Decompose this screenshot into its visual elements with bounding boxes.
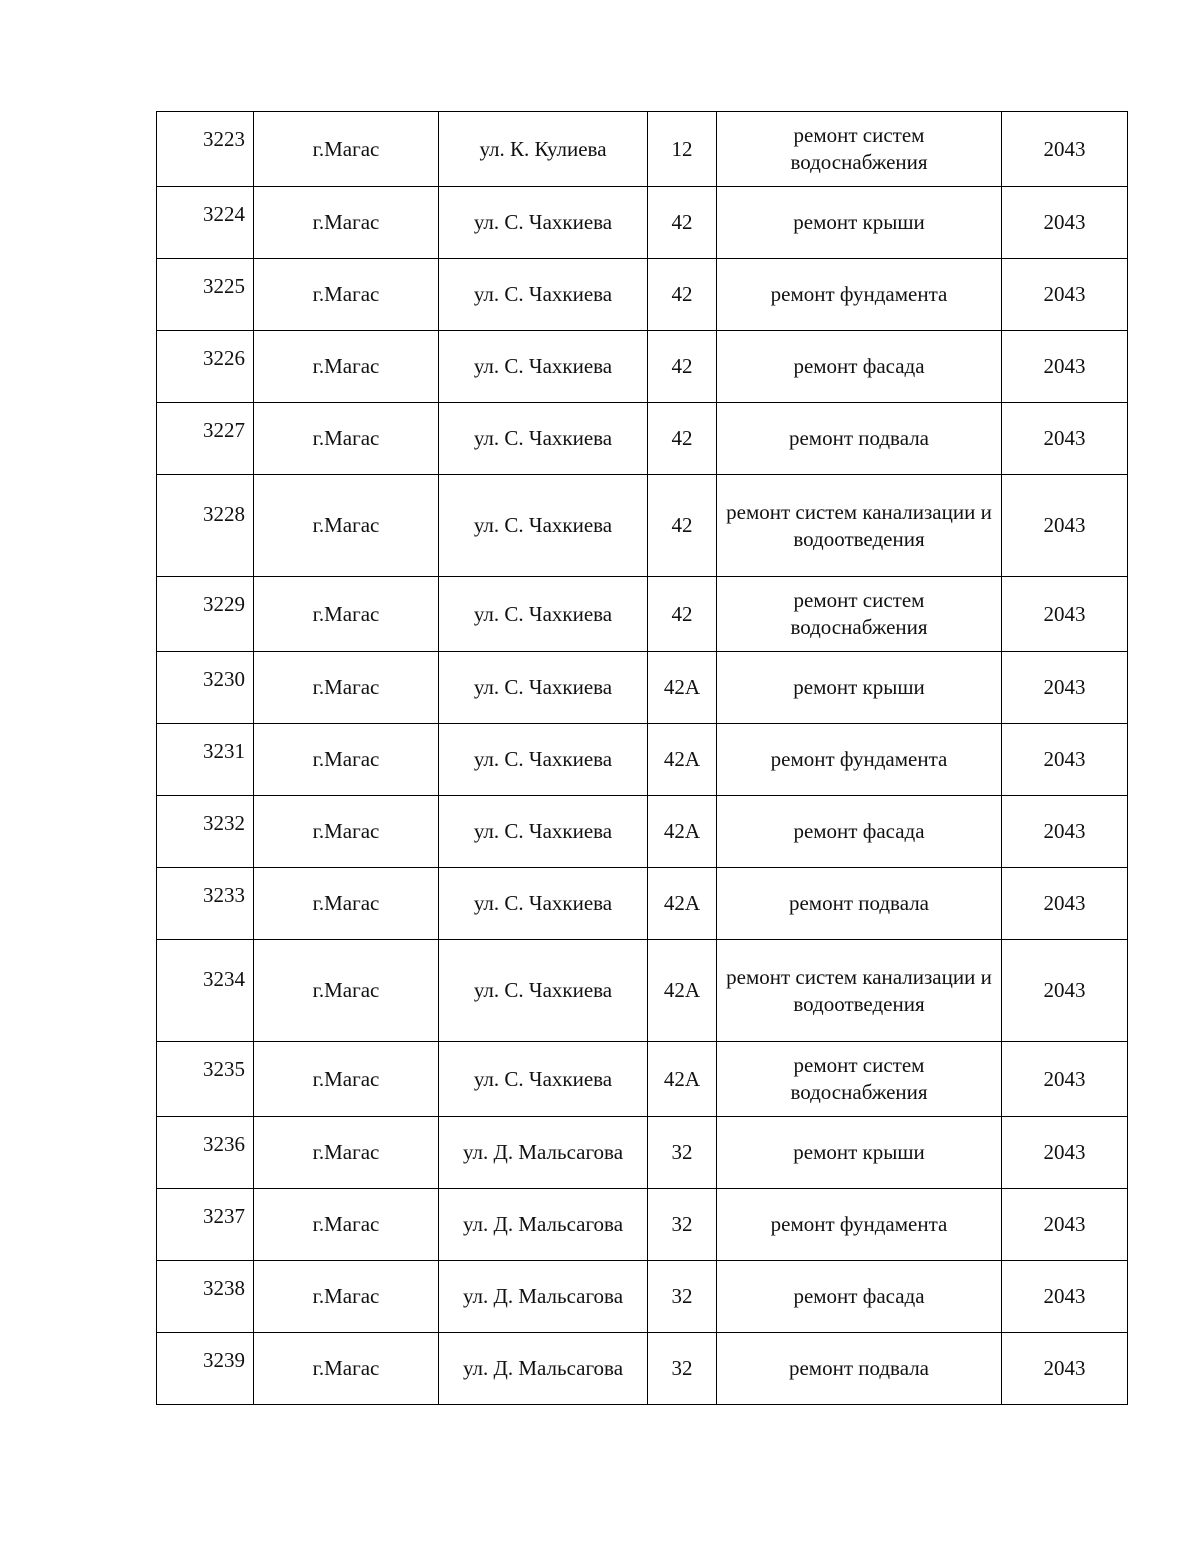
work-type-cell: ремонт крыши [717,652,1002,724]
work-type-cell: ремонт крыши [717,187,1002,259]
year-cell: 2043 [1002,1261,1128,1333]
table-row [157,868,1128,940]
year-cell: 2043 [1002,652,1128,724]
row-number: 3233 [157,868,254,940]
street-cell: ул. Д. Мальсагова [439,1117,648,1189]
table-row [157,112,1128,187]
house-cell: 42А [648,652,717,724]
row-number: 3236 [157,1117,254,1189]
city-cell: г.Магас [254,403,439,475]
street-cell: ул. С. Чахкиева [439,403,648,475]
row-number: 3235 [157,1042,254,1117]
street-cell: ул. Д. Мальсагова [439,1333,648,1405]
city-cell: г.Магас [254,1189,439,1261]
city-cell: г.Магас [254,940,439,1042]
year-cell: 2043 [1002,724,1128,796]
work-type-cell: ремонт систем водоснабжения [717,577,1002,652]
house-cell: 42А [648,868,717,940]
table-row [157,1117,1128,1189]
street-cell: ул. Д. Мальсагова [439,1261,648,1333]
city-cell: г.Магас [254,1117,439,1189]
street-cell: ул. С. Чахкиева [439,475,648,577]
street-cell: ул. С. Чахкиева [439,1042,648,1117]
city-cell: г.Магас [254,112,439,187]
street-cell: ул. С. Чахкиева [439,331,648,403]
work-type-cell: ремонт систем канализации и водоотведения [717,940,1002,1042]
house-cell: 42А [648,1042,717,1117]
work-type-cell: ремонт фундамента [717,724,1002,796]
city-cell: г.Магас [254,1333,439,1405]
year-cell: 2043 [1002,259,1128,331]
house-cell: 42А [648,940,717,1042]
table-row [157,1042,1128,1117]
row-number: 3238 [157,1261,254,1333]
house-cell: 32 [648,1117,717,1189]
year-cell: 2043 [1002,796,1128,868]
table-row [157,331,1128,403]
city-cell: г.Магас [254,868,439,940]
table-row [157,940,1128,1042]
city-cell: г.Магас [254,577,439,652]
year-cell: 2043 [1002,331,1128,403]
work-type-cell: ремонт фундамента [717,259,1002,331]
street-cell: ул. С. Чахкиева [439,796,648,868]
street-cell: ул. С. Чахкиева [439,868,648,940]
city-cell: г.Магас [254,1261,439,1333]
work-type-cell: ремонт фасада [717,796,1002,868]
work-type-cell: ремонт фасада [717,1261,1002,1333]
year-cell: 2043 [1002,187,1128,259]
work-type-cell: ремонт фасада [717,331,1002,403]
city-cell: г.Магас [254,259,439,331]
work-type-cell: ремонт фундамента [717,1189,1002,1261]
year-cell: 2043 [1002,112,1128,187]
street-cell: ул. С. Чахкиева [439,577,648,652]
table-row [157,259,1128,331]
table-row [157,652,1128,724]
work-type-cell: ремонт систем водоснабжения [717,1042,1002,1117]
year-cell: 2043 [1002,475,1128,577]
work-type-cell: ремонт систем водоснабжения [717,112,1002,187]
work-type-cell: ремонт подвала [717,868,1002,940]
work-type-cell: ремонт крыши [717,1117,1002,1189]
row-number: 3225 [157,259,254,331]
table-row [157,577,1128,652]
row-number: 3227 [157,403,254,475]
year-cell: 2043 [1002,1333,1128,1405]
table-row [157,796,1128,868]
table-row [157,475,1128,577]
table-row [157,403,1128,475]
house-cell: 32 [648,1333,717,1405]
table-row [157,1333,1128,1405]
row-number: 3228 [157,475,254,577]
year-cell: 2043 [1002,868,1128,940]
work-type-cell: ремонт систем канализации и водоотведения [717,475,1002,577]
house-cell: 42 [648,187,717,259]
work-type-cell: ремонт подвала [717,1333,1002,1405]
city-cell: г.Магас [254,796,439,868]
city-cell: г.Магас [254,1042,439,1117]
works-table [156,111,1128,1405]
city-cell: г.Магас [254,724,439,796]
house-cell: 42 [648,259,717,331]
house-cell: 12 [648,112,717,187]
street-cell: ул. Д. Мальсагова [439,1189,648,1261]
city-cell: г.Магас [254,331,439,403]
row-number: 3232 [157,796,254,868]
city-cell: г.Магас [254,187,439,259]
street-cell: ул. С. Чахкиева [439,940,648,1042]
table-row [157,1189,1128,1261]
row-number: 3224 [157,187,254,259]
row-number: 3239 [157,1333,254,1405]
row-number: 3226 [157,331,254,403]
work-type-cell: ремонт подвала [717,403,1002,475]
house-cell: 42 [648,331,717,403]
row-number: 3223 [157,112,254,187]
street-cell: ул. К. Кулиева [439,112,648,187]
street-cell: ул. С. Чахкиева [439,724,648,796]
street-cell: ул. С. Чахкиева [439,652,648,724]
row-number: 3231 [157,724,254,796]
row-number: 3234 [157,940,254,1042]
house-cell: 42А [648,724,717,796]
house-cell: 32 [648,1189,717,1261]
row-number: 3229 [157,577,254,652]
row-number: 3237 [157,1189,254,1261]
house-cell: 42А [648,796,717,868]
street-cell: ул. С. Чахкиева [439,259,648,331]
table-row [157,724,1128,796]
house-cell: 32 [648,1261,717,1333]
year-cell: 2043 [1002,1189,1128,1261]
year-cell: 2043 [1002,577,1128,652]
year-cell: 2043 [1002,940,1128,1042]
row-number: 3230 [157,652,254,724]
city-cell: г.Магас [254,475,439,577]
year-cell: 2043 [1002,403,1128,475]
house-cell: 42 [648,475,717,577]
year-cell: 2043 [1002,1042,1128,1117]
year-cell: 2043 [1002,1117,1128,1189]
table-row [157,1261,1128,1333]
city-cell: г.Магас [254,652,439,724]
table-row [157,187,1128,259]
street-cell: ул. С. Чахкиева [439,187,648,259]
house-cell: 42 [648,577,717,652]
house-cell: 42 [648,403,717,475]
